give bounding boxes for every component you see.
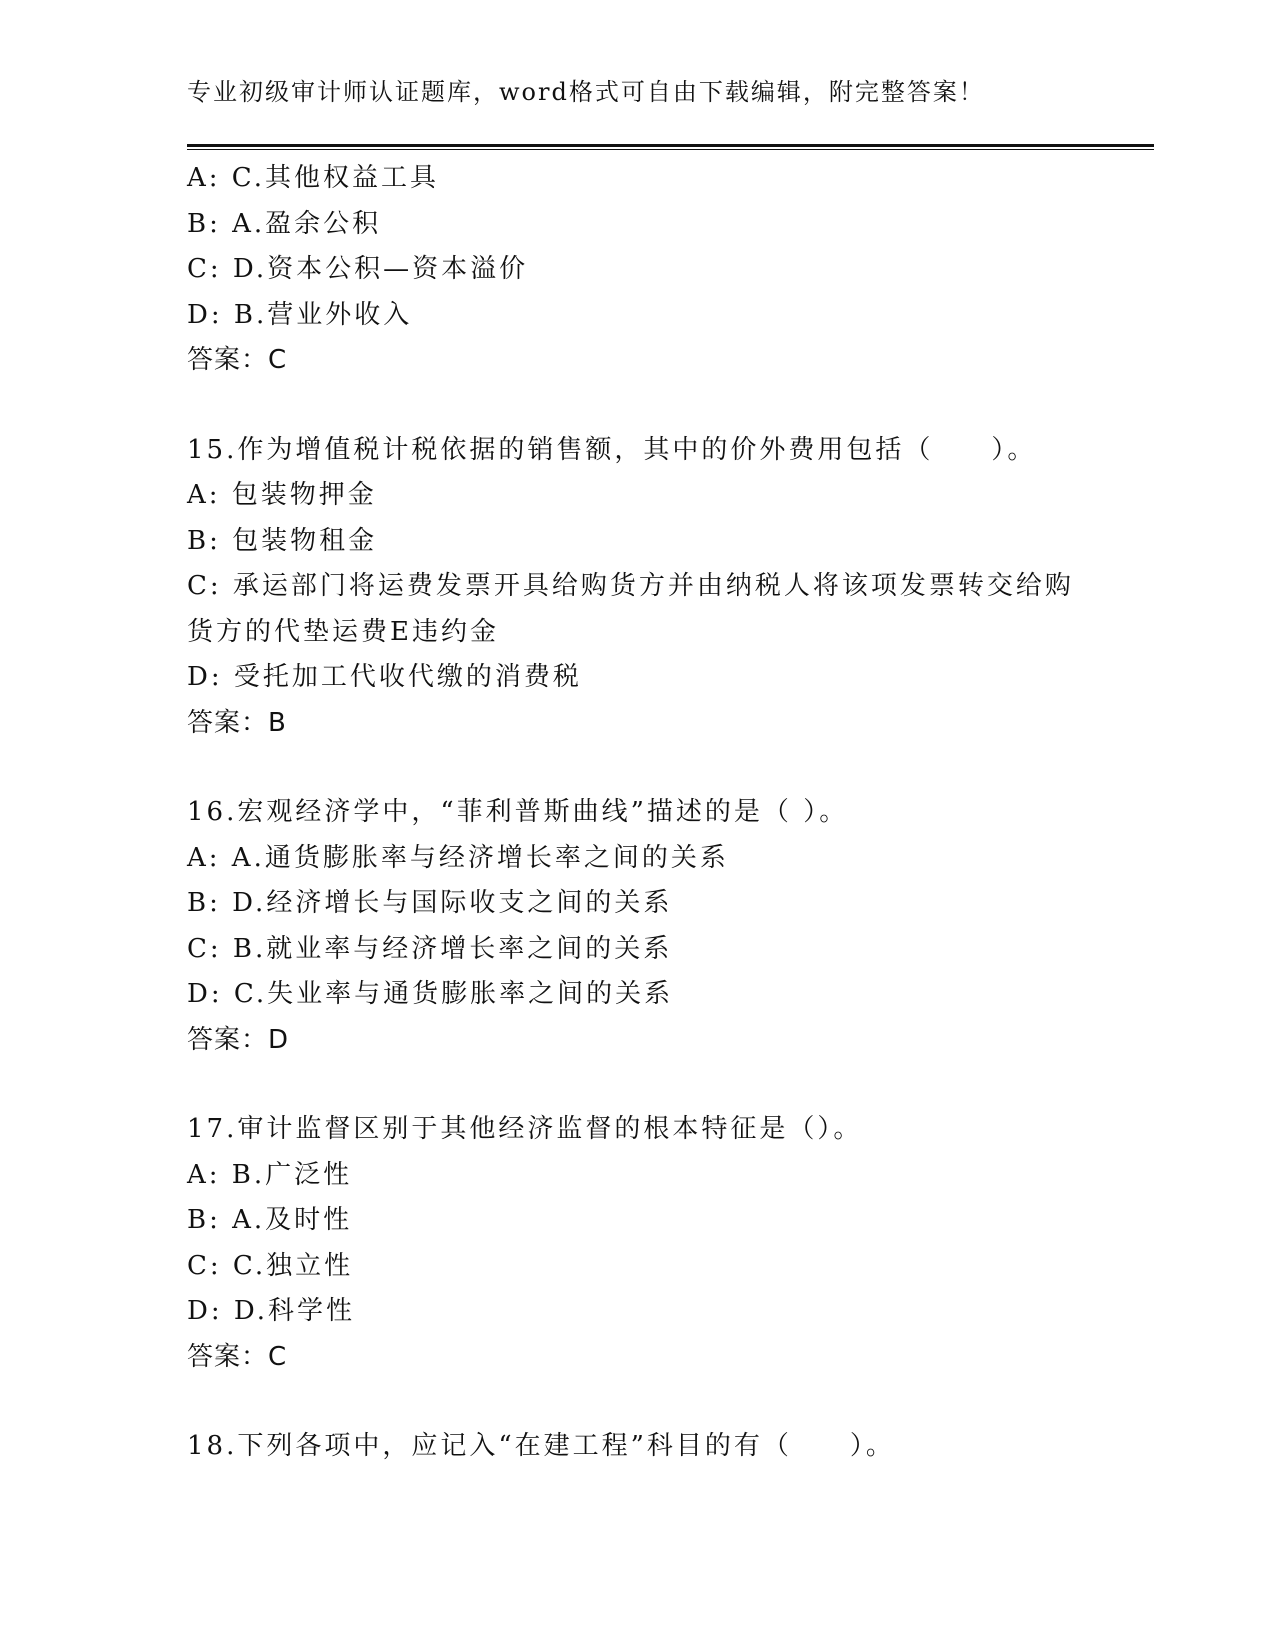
question-text: 15.作为增值税计税依据的销售额，其中的价外费用包括（ ）。 <box>187 434 1037 465</box>
question-text: 17.审计监督区别于其他经济监督的根本特征是（）。 <box>187 1114 863 1144</box>
answer-line: 答案：D <box>187 1024 290 1055</box>
answer-line: 答案：C <box>187 345 288 375</box>
option-d: D: 受托加工代收代缴的消费税 <box>187 662 582 692</box>
question-text: 18.下列各项中，应记入“在建工程”科目的有（ ）。 <box>187 1431 895 1461</box>
question-text: 16.宏观经济学中，“菲利普斯曲线”描述的是（ ）。 <box>187 797 849 827</box>
option-a: A: A.通货膨胀率与经济增长率之间的关系 <box>187 842 729 873</box>
answer-line: 答案：C <box>187 1341 288 1372</box>
question-block-15 <box>187 428 1087 747</box>
option-a: A: B.广泛性 <box>187 1159 353 1190</box>
page-header: 专业初级审计师认证题库，word格式可自由下载编辑，附完整答案！ <box>187 78 985 106</box>
option-b: B: D.经济增长与国际收支之间的关系 <box>187 888 673 918</box>
option-b: B: A.盈余公积 <box>187 208 382 239</box>
answer-line: 答案：B <box>187 707 287 738</box>
option-c: C: D.资本公积—资本溢价 <box>187 254 529 284</box>
header-divider <box>187 144 1154 151</box>
option-c: C: C.独立性 <box>187 1250 354 1281</box>
question-block-18 <box>187 1424 1087 1470</box>
option-d: D: C.失业率与通货膨胀率之间的关系 <box>187 979 674 1009</box>
option-a: A: C.其他权益工具 <box>187 163 440 193</box>
option-d: D: D.科学性 <box>187 1296 356 1326</box>
option-b: B: 包装物租金 <box>187 525 378 556</box>
header-divider-thin <box>187 149 1154 150</box>
option-a: A: 包装物押金 <box>187 480 377 510</box>
option-c: C: B.就业率与经济增长率之间的关系 <box>187 933 673 964</box>
question-list <box>187 156 1087 1470</box>
header-divider-thick <box>187 144 1154 147</box>
question-block-16 <box>187 790 1087 1063</box>
option-b: B: A.及时性 <box>187 1205 353 1235</box>
option-c: C: 承运部门将运费发票开具给购货方并由纳税人将该项发票转交给购货方的代垫运费E违约金 <box>187 571 1074 647</box>
option-d: D: B.营业外收入 <box>187 299 413 330</box>
question-block-14 <box>187 156 1087 384</box>
question-block-17 <box>187 1107 1087 1380</box>
